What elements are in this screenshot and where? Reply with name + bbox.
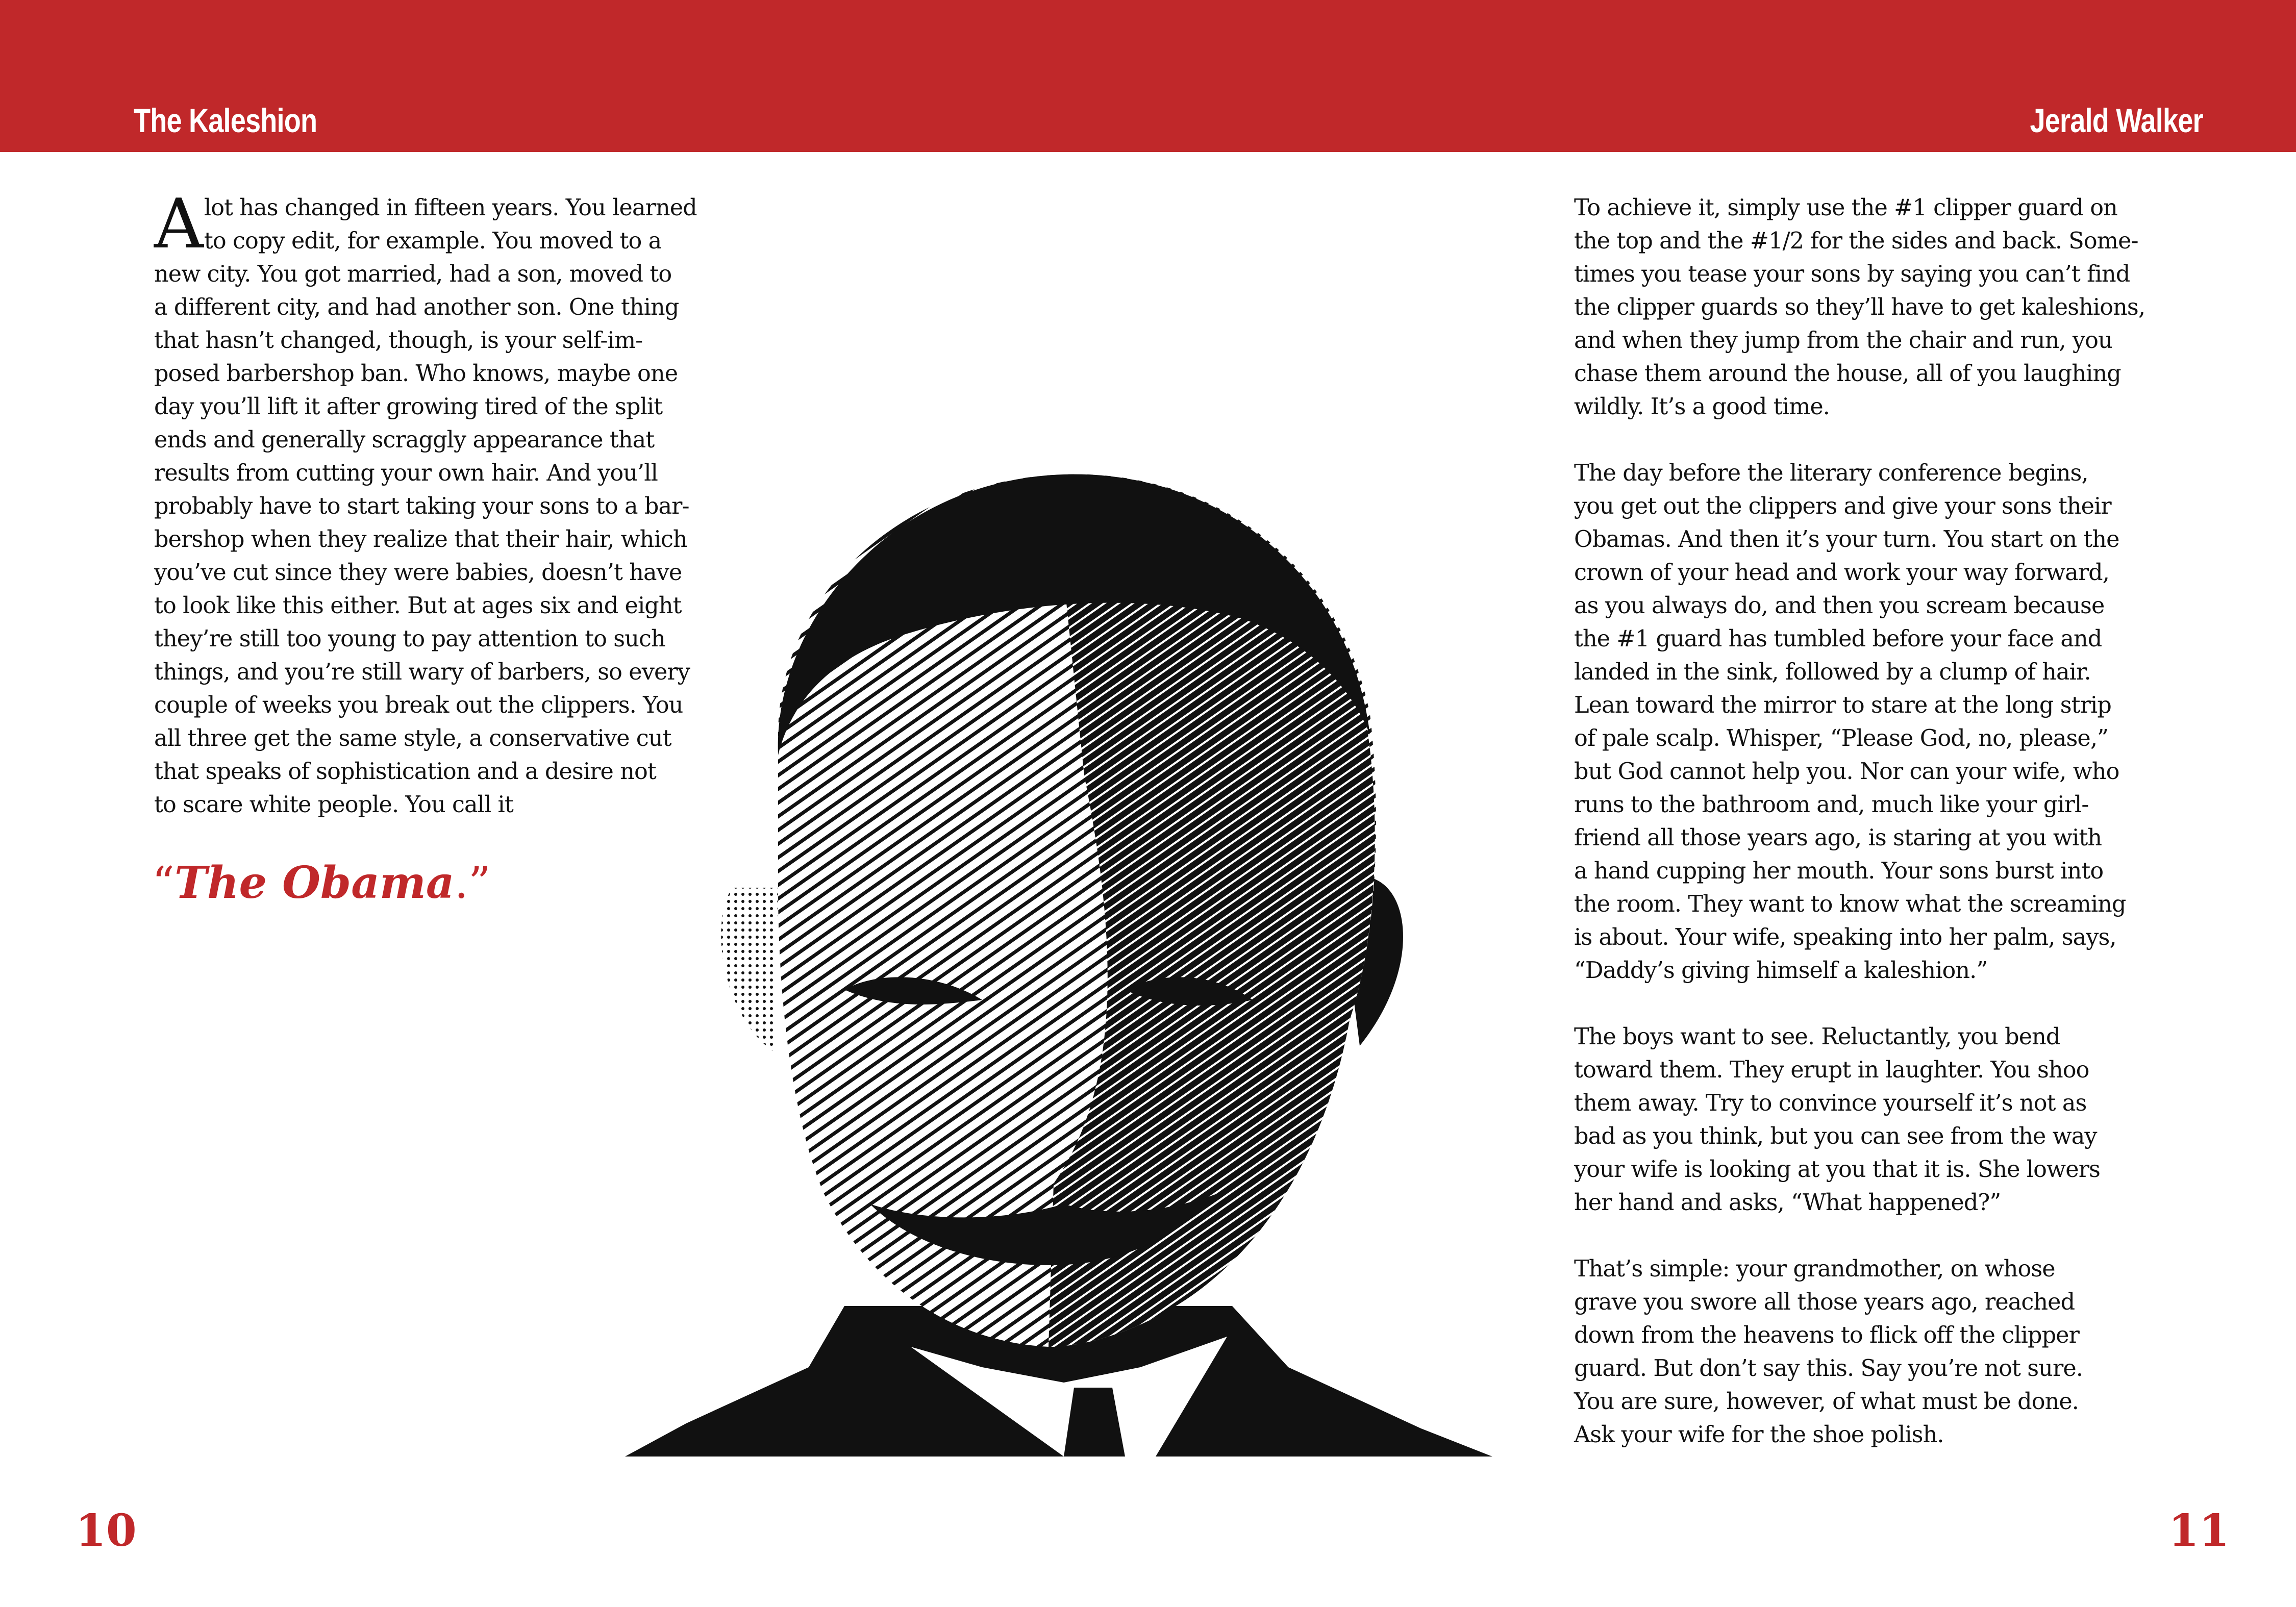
text-line: you’ve cut since they were babies, doesn’t have — [154, 560, 682, 586]
text-line: a hand cupping her mouth. Your sons burst into — [1574, 858, 2104, 884]
text-line: Lean toward the mirror to stare at the long strip — [1574, 692, 2111, 718]
text-line: is about. Your wife, speaking into her palm, says, — [1574, 924, 2116, 950]
text-line: the clipper guards so they’ll have to get kaleshions, — [1574, 294, 2145, 320]
text-line: wildly. It’s a good time. — [1574, 394, 1830, 420]
text-line: times you tease your sons by saying you can’t find — [1574, 261, 2130, 287]
text-line: they’re still too young to pay attention to such — [154, 626, 665, 652]
text-line: runs to the bathroom and, much like your girl- — [1574, 792, 2089, 818]
text-line: chase them around the house, all of you laughing — [1574, 361, 2121, 387]
header-bar — [0, 0, 2296, 152]
paragraph — [1574, 1252, 2145, 1451]
quote-close-mark: .” — [454, 858, 491, 909]
text-line: new city. You got married, had a son, moved to — [154, 261, 672, 287]
text-line: That’s simple: your grandmother, on whose — [1574, 1256, 2055, 1282]
halftone-portrait-image — [625, 469, 1492, 1457]
text-line: “Daddy’s giving himself a kaleshion.” — [1574, 958, 1988, 984]
text-line: the top and the #1/2 for the sides and back. Some- — [1574, 228, 2138, 254]
text-line: The boys want to see. Reluctantly, you bend — [1574, 1024, 2060, 1050]
text-line: and when they jump from the chair and run, you — [1574, 328, 2112, 354]
text-line: bad as you think, but you can see from the way — [1574, 1123, 2097, 1149]
text-line: of pale scalp. Whisper, “Please God, no, please,” — [1574, 725, 2108, 751]
text-line: posed barbershop ban. Who knows, maybe one — [154, 361, 678, 387]
paragraph — [1574, 191, 2145, 423]
text-line: your wife is looking at you that it is. She lowers — [1574, 1157, 2100, 1183]
article-title: The Kaleshion — [134, 102, 317, 139]
text-line: to copy edit, for example. You moved to a — [204, 228, 662, 254]
text-line: that speaks of sophistication and a desire not — [154, 759, 656, 785]
paragraph — [1574, 1020, 2145, 1219]
text-line: as you always do, and then you scream because — [1574, 593, 2105, 619]
text-line: To achieve it, simply use the #1 clipper guard on — [1574, 195, 2117, 221]
text-line: probably have to start taking your sons to a bar- — [154, 493, 689, 519]
text-line: Obamas. And then it’s your turn. You start on the — [1574, 526, 2119, 553]
text-line: to scare white people. You call it — [154, 792, 513, 818]
quote-open-mark: “ — [152, 858, 174, 909]
text-line: The day before the literary conference begins, — [1574, 460, 2088, 486]
text-line: them away. Try to convince yourself it’s not as — [1574, 1090, 2087, 1116]
text-line: all three get the same style, a conservative cut — [154, 725, 671, 751]
text-line: things, and you’re still wary of barbers, so every — [154, 659, 690, 685]
drop-cap: A — [154, 184, 203, 264]
author-name: Jerald Walker — [2030, 102, 2203, 139]
page-number-right: 11 — [2168, 1505, 2230, 1556]
pull-quote-title: The Obama — [174, 857, 455, 909]
text-line: Ask your wife for the shoe polish. — [1574, 1422, 1944, 1448]
text-line: couple of weeks you break out the clippers. You — [154, 692, 683, 718]
text-line: but God cannot help you. Nor can your wife, who — [1574, 759, 2119, 785]
text-line: ends and generally scraggly appearance that — [154, 427, 655, 453]
text-line: crown of your head and work your way forward, — [1574, 560, 2110, 586]
text-line: toward them. They erupt in laughter. You shoo — [1574, 1057, 2089, 1083]
text-line: the #1 guard has tumbled before your face and — [1574, 626, 2102, 652]
text-line: a different city, and had another son. One thing — [154, 294, 679, 320]
text-line: bershop when they realize that their hair, which — [154, 526, 687, 553]
text-line: you get out the clippers and give your sons their — [1574, 493, 2111, 519]
text-line: results from cutting your own hair. And you’ll — [154, 460, 658, 486]
text-line: grave you swore all those years ago, reached — [1574, 1289, 2075, 1315]
text-line: day you’ll lift it after growing tired of the split — [154, 394, 663, 420]
right-text-column — [1574, 191, 2145, 1451]
text-line: the room. They want to know what the screaming — [1574, 891, 2126, 917]
text-line: down from the heavens to flick off the clipper — [1574, 1322, 2079, 1348]
text-line: friend all those years ago, is staring at you with — [1574, 825, 2102, 851]
text-line: You are sure, however, of what must be done. — [1574, 1389, 2079, 1415]
text-line: to look like this either. But at ages six and eight — [154, 593, 682, 619]
text-line: her hand and asks, “What happened?” — [1574, 1190, 2001, 1216]
text-line: that hasn’t changed, though, is your self-im- — [154, 328, 643, 354]
page-number-left: 10 — [76, 1505, 137, 1556]
text-line: landed in the sink, followed by a clump of hair. — [1574, 659, 2091, 685]
pull-quote — [152, 857, 491, 909]
paragraph — [1574, 457, 2145, 987]
text-line: guard. But don’t say this. Say you’re not sure. — [1574, 1355, 2083, 1382]
left-text-column — [154, 184, 697, 821]
text-line: lot has changed in fifteen years. You learned — [204, 195, 697, 221]
